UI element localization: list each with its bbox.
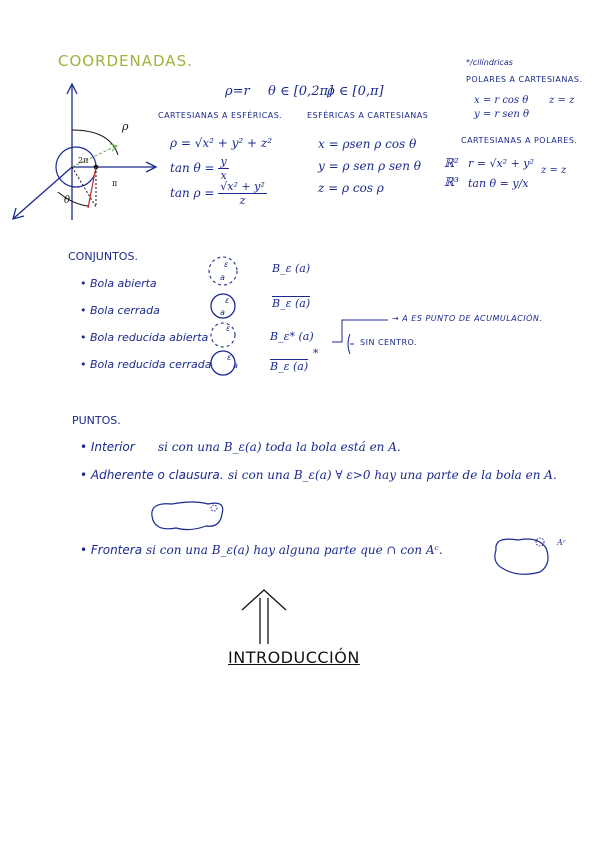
frontera-label: • Frontera <box>80 543 143 557</box>
tan-phi-fraction <box>218 180 266 207</box>
header-formula-rho: ρ=r <box>225 84 250 99</box>
diagram-label-2pi: 2π <box>78 156 89 165</box>
bola-cerrada-label: • Bola cerrada <box>80 304 160 317</box>
tan-phi-den: z <box>239 194 246 207</box>
ac-label: Aᶜ <box>557 538 566 547</box>
interior-text: si con una B_ε(a) toda la bola está en A. <box>158 440 401 454</box>
accumulation-connector <box>330 312 390 382</box>
tan-theta-fraction <box>218 155 228 182</box>
sph-y-equation: y = ρ sen ρ sen θ <box>318 159 422 173</box>
circle3-eps: ε <box>226 324 231 333</box>
polar-tan-equation: tan θ = y/x <box>468 177 529 190</box>
conjuntos-heading: CONJUNTOS. <box>68 250 138 263</box>
cyl-x-equation: x = r cos θ <box>474 95 529 106</box>
up-arrow <box>236 588 296 648</box>
adherente-text: si con una B_ε(a) ∀ ε>0 hay una parte de la bola en A. <box>228 468 557 482</box>
sin-centro-note: SIN CENTRO. <box>360 338 418 347</box>
cart-to-sph-heading: CARTESIANAS A ESFÉRICAS. <box>158 111 283 120</box>
interior-label: • Interior <box>80 440 135 454</box>
cyl-z-equation: z = z <box>549 95 575 106</box>
circle4-eps: ε <box>227 353 232 362</box>
reducida-cerrada-star: * <box>313 347 319 360</box>
diagram-label-rho: ρ <box>122 120 129 133</box>
circle1-eps: ε <box>224 260 229 269</box>
circle2-eps: ε <box>225 296 230 305</box>
polar-to-cart-heading: POLARES A CARTESIANAS. <box>466 75 583 84</box>
polar-z-equation: z = z <box>541 165 567 176</box>
adherente-label: • Adherente o clausura. <box>80 468 224 482</box>
tan-phi-num: √x² + y² <box>220 180 265 193</box>
sph-to-cart-heading: ESFÉRICAS A CARTESIANAS <box>307 111 429 120</box>
tan-theta-equation <box>170 155 229 182</box>
puntos-heading: PUNTOS. <box>72 414 121 427</box>
adherence-blob <box>146 498 236 538</box>
tan-phi-equation <box>170 180 267 207</box>
cylindrical-label: */cilíndricas <box>466 58 513 67</box>
notation-bola-abierta: B_ε (a) <box>272 262 311 275</box>
r3-label: ℝ³ <box>444 175 459 189</box>
bola-reducida-cerrada-label: • Bola reducida cerrada <box>80 358 212 371</box>
tan-phi-lhs: tan ρ = <box>170 186 215 200</box>
bola-reducida-abierta-label: • Bola reducida abierta <box>80 331 209 344</box>
tan-theta-lhs: tan θ = <box>170 161 215 175</box>
cart-to-polar-heading: CARTESIANAS A POLARES. <box>461 136 578 145</box>
circle1-a: a <box>220 273 225 282</box>
notation-bola-cerrada: B_ε (a) <box>272 297 311 310</box>
sph-x-equation: x = ρsen ρ cos θ <box>318 137 417 151</box>
frontera-text: si con una B_ε(a) hay alguna parte que ∩ con Aᶜ. <box>146 543 443 557</box>
tan-theta-den: x <box>220 169 227 182</box>
sph-z-equation: z = ρ cos ρ <box>318 181 384 195</box>
header-formula-theta: θ ∈ [0,2π] <box>268 84 334 99</box>
page-title: COORDENADAS. <box>58 52 193 70</box>
tan-theta-num: y <box>220 155 227 168</box>
accumulation-note: → A ES PUNTO DE ACUMULACIÓN. <box>392 314 543 323</box>
footer-title: INTRODUCCIÓN <box>228 648 360 667</box>
diagram-label-pi: π <box>112 179 118 188</box>
bola-abierta-label: • Bola abierta <box>80 277 157 290</box>
frontier-blob <box>488 530 558 580</box>
r2-label: ℝ² <box>444 156 459 170</box>
polar-r-equation: r = √x² + y² <box>468 157 534 170</box>
notation-bola-reducida-cerrada: B_ε (a) <box>270 360 309 373</box>
header-formula-phi: ρ ∈ [0,π] <box>327 84 384 99</box>
rho-equation: ρ = √x² + y² + z² <box>170 136 273 150</box>
cyl-y-equation: y = r sen θ <box>474 109 530 120</box>
circle4-a: a <box>233 361 238 370</box>
notation-bola-reducida-abierta: B_ε* (a) <box>270 330 314 343</box>
circle2-a: a <box>220 308 225 317</box>
diagram-label-theta: θ <box>64 195 71 206</box>
set-circles <box>206 250 246 390</box>
